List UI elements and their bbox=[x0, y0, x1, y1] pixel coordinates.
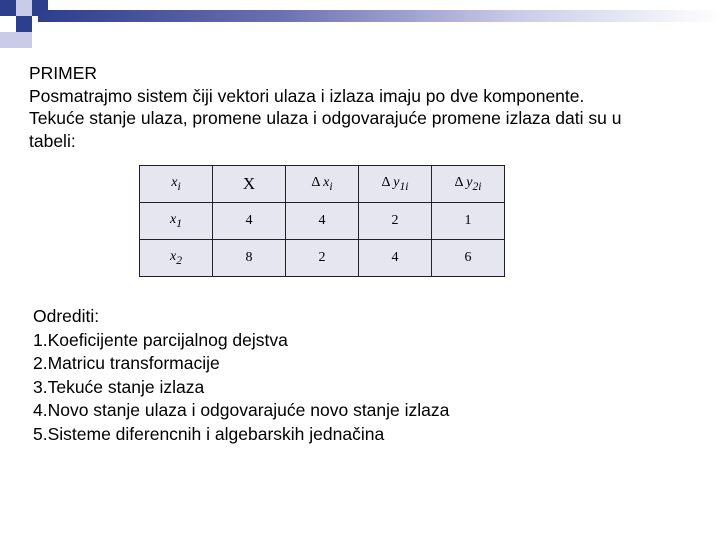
table-cell: 4 bbox=[213, 203, 286, 240]
header-X: X bbox=[213, 166, 286, 203]
table-row bbox=[140, 240, 505, 277]
tasks-heading: Odrediti: bbox=[33, 306, 100, 326]
row-label: $x_2$ bbox=[140, 240, 213, 277]
table-header-row bbox=[140, 166, 505, 203]
table-cell: 2 bbox=[359, 203, 432, 240]
slide-header-decoration bbox=[0, 0, 720, 50]
intro-line: tabeli: bbox=[29, 130, 76, 151]
table-cell: 4 bbox=[286, 203, 359, 240]
row-label: $x_1$ bbox=[140, 203, 213, 240]
table-cell: 4 bbox=[359, 240, 432, 277]
header-xi: $x_i$ bbox=[140, 166, 213, 203]
task-item: 5.Sisteme diferencnih i algebarskih jednačina bbox=[33, 423, 385, 444]
task-item: 2.Matricu transformacije bbox=[33, 353, 220, 373]
task-item: 3.Tekuće stanje izlaza bbox=[33, 376, 205, 397]
intro-line: Posmatrajmo sistem čiji vektori ulaza i izlaza imaju po dve komponente. bbox=[29, 85, 585, 106]
header-delta-y1i: Δ $y_{1i}$ bbox=[359, 166, 432, 203]
task-list bbox=[33, 305, 449, 446]
task-item: 4.Novo stanje ulaza i odgovarajuće novo stanje izlaza bbox=[33, 400, 450, 420]
table-row bbox=[140, 203, 505, 240]
task-item: 1.Koeficijente parcijalnog dejstva bbox=[33, 329, 288, 350]
intro-line: Tekuće stanje ulaza, promene ulaza i odgovarajuće promene izlaza dati su u bbox=[29, 108, 622, 128]
intro-text bbox=[29, 62, 719, 152]
header-gradient-bar bbox=[38, 10, 720, 22]
table-cell: 6 bbox=[432, 240, 505, 277]
table-cell: 8 bbox=[213, 240, 286, 277]
table-cell: 2 bbox=[286, 240, 359, 277]
slide-title: PRIMER bbox=[29, 63, 98, 83]
header-delta-y2i: Δ $y_{2i}$ bbox=[432, 166, 505, 203]
data-table bbox=[139, 165, 505, 277]
header-delta-xi: Δ $x_i$ bbox=[286, 166, 359, 203]
table-cell: 1 bbox=[432, 203, 505, 240]
